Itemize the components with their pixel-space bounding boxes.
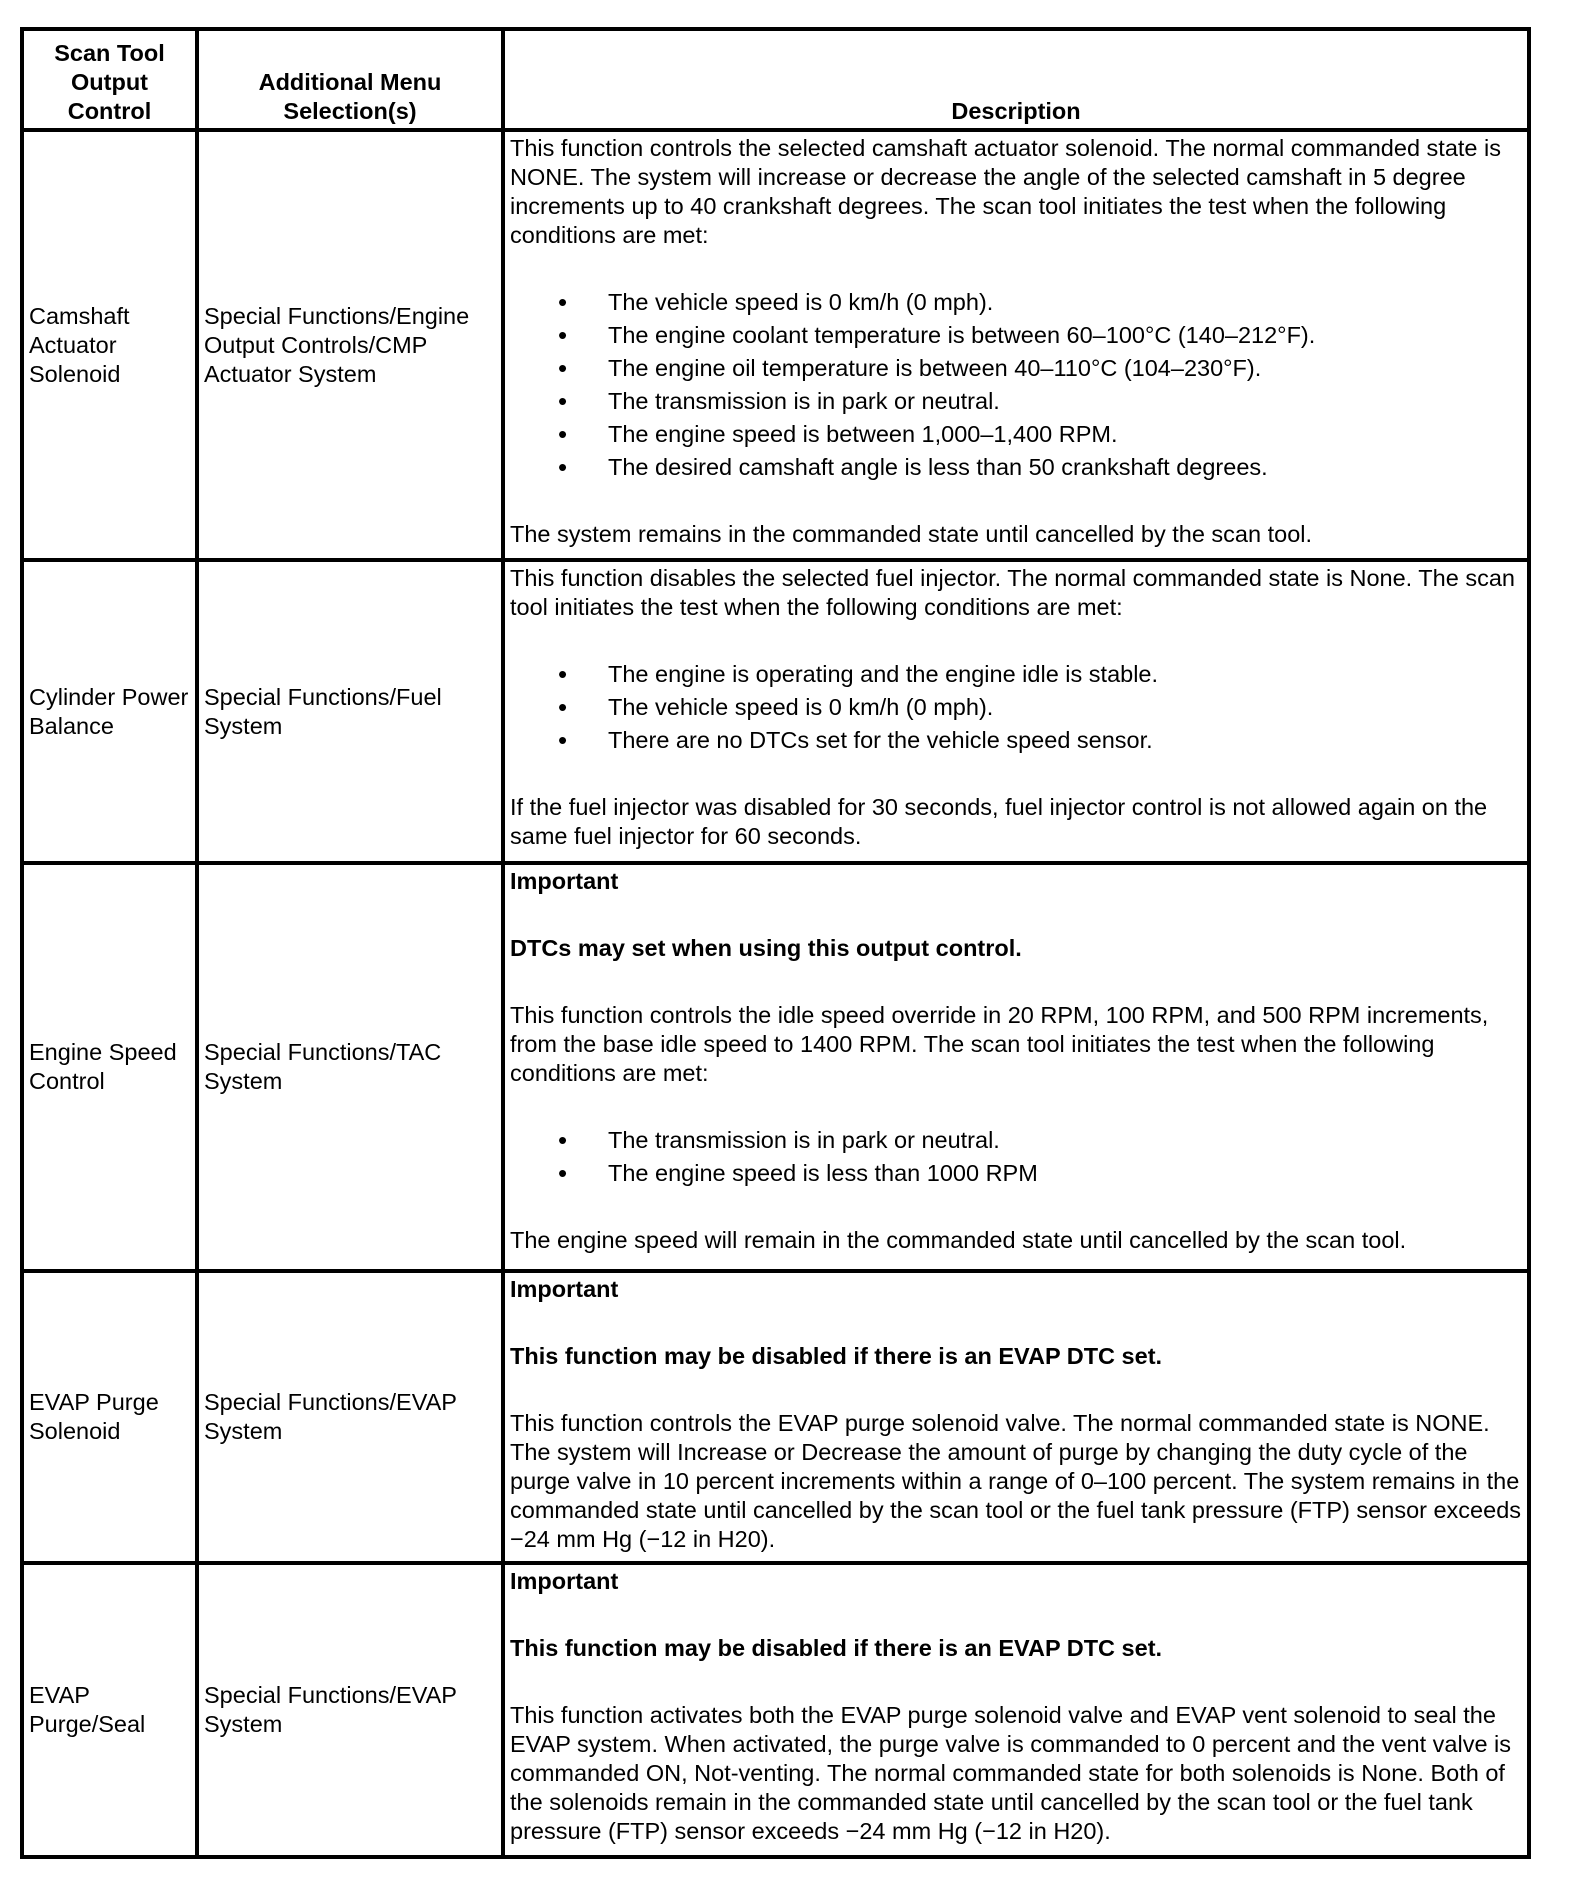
- table-row: [22, 863, 1529, 1271]
- condition-item: • The vehicle speed is 0 km/h (0 mph).: [608, 693, 1522, 722]
- table-row: [22, 130, 1529, 560]
- description-outro: If the fuel injector was disabled for 30 seconds, fuel injector control is not allowed again on the same fuel injector for 60 seconds.: [510, 794, 1488, 849]
- control-name: Engine Speed Control: [22, 863, 197, 1271]
- table-row: [22, 1271, 1529, 1563]
- control-name: Camshaft Actuator Solenoid: [22, 130, 197, 560]
- menu-selection: Special Functions/Fuel System: [197, 560, 503, 863]
- control-name: Cylinder Power Balance: [22, 560, 197, 863]
- menu-selection: Special Functions/EVAP System: [197, 1271, 503, 1563]
- header-additional-menu-selections: Additional Menu Selection(s): [197, 29, 503, 130]
- table-row: [22, 1563, 1529, 1857]
- important-text: DTCs may set when using this output control.: [510, 935, 1022, 961]
- condition-item: • The vehicle speed is 0 km/h (0 mph).: [608, 288, 1522, 317]
- description-cell: [503, 1271, 1529, 1563]
- important-label: Important: [510, 868, 619, 894]
- description-intro: This function disables the selected fuel injector. The normal commanded state is None. The scan tool initiates the test when the following conditions are met:: [510, 565, 1515, 620]
- important-label: Important: [510, 1568, 619, 1594]
- condition-item: • The engine oil temperature is between 40–110°C (104–230°F).: [608, 354, 1522, 383]
- condition-item: • The transmission is in park or neutral.: [608, 387, 1522, 416]
- condition-item: • The engine speed is less than 1000 RPM: [608, 1159, 1522, 1188]
- condition-item: • The desired camshaft angle is less than 50 crankshaft degrees.: [608, 453, 1522, 482]
- important-label: Important: [510, 1276, 619, 1302]
- description-outro: The engine speed will remain in the commanded state until cancelled by the scan tool.: [510, 1227, 1407, 1253]
- description-intro: This function controls the idle speed override in 20 RPM, 100 RPM, and 500 RPM increments, from the base idle speed to 1400 RPM. The scan tool initiates the test when the following conditions are met:: [510, 1002, 1489, 1086]
- menu-selection: Special Functions/TAC System: [197, 863, 503, 1271]
- description-body: This function controls the EVAP purge solenoid valve. The normal commanded state is NONE. The system will Increase or Decrease the amount of purge by changing the duty cycle of the purge valve in 10 percent increments within a range of 0–100 percent. The system remains in the commanded state until cancelled by the scan tool or the fuel tank pressure (FTP) sensor exceeds −24 mm Hg (−12 in H20).: [510, 1410, 1522, 1552]
- description-cell: [503, 560, 1529, 863]
- important-text: This function may be disabled if there is an EVAP DTC set.: [510, 1635, 1163, 1661]
- condition-list: [510, 660, 1522, 755]
- condition-list: [510, 1126, 1522, 1188]
- table-header: [22, 29, 1529, 130]
- condition-item: • The engine speed is between 1,000–1,400 RPM.: [608, 420, 1522, 449]
- header-scan-tool-output-control: Scan Tool Output Control: [22, 29, 197, 130]
- description-body: This function activates both the EVAP purge solenoid valve and EVAP vent solenoid to seal the EVAP system. When activated, the purge valve is commanded to 0 percent and the vent valve is commanded ON, Not-venting. The normal commanded state for both solenoids is None. Both of the solenoids remain in the commanded state until cancelled by the scan tool or the fuel tank pressure (FTP) sensor exceeds −24 mm Hg (−12 in H20).: [510, 1702, 1512, 1844]
- output-controls-table: [20, 27, 1531, 1859]
- description-cell: [503, 1563, 1529, 1857]
- control-name: EVAP Purge Solenoid: [22, 1271, 197, 1563]
- description-intro: This function controls the selected camshaft actuator solenoid. The normal commanded state is NONE. The system will increase or decrease the angle of the selected camshaft in 5 degree increments up to 40 crankshaft degrees. The scan tool initiates the test when the following conditions are met:: [510, 135, 1501, 248]
- description-cell: [503, 863, 1529, 1271]
- condition-item: • The engine coolant temperature is between 60–100°C (140–212°F).: [608, 321, 1522, 350]
- menu-selection: Special Functions/EVAP System: [197, 1563, 503, 1857]
- condition-item: • There are no DTCs set for the vehicle speed sensor.: [608, 726, 1522, 755]
- important-text: This function may be disabled if there is an EVAP DTC set.: [510, 1343, 1163, 1369]
- condition-list: [510, 288, 1522, 482]
- condition-item: • The engine is operating and the engine idle is stable.: [608, 660, 1522, 689]
- condition-item: • The transmission is in park or neutral.: [608, 1126, 1522, 1155]
- header-description: Description: [503, 29, 1529, 130]
- description-outro: The system remains in the commanded state until cancelled by the scan tool.: [510, 521, 1313, 547]
- menu-selection: Special Functions/Engine Output Controls/CMP Actuator System: [197, 130, 503, 560]
- header-row: [22, 29, 1529, 130]
- table-row: [22, 560, 1529, 863]
- description-cell: [503, 130, 1529, 560]
- control-name: EVAP Purge/Seal: [22, 1563, 197, 1857]
